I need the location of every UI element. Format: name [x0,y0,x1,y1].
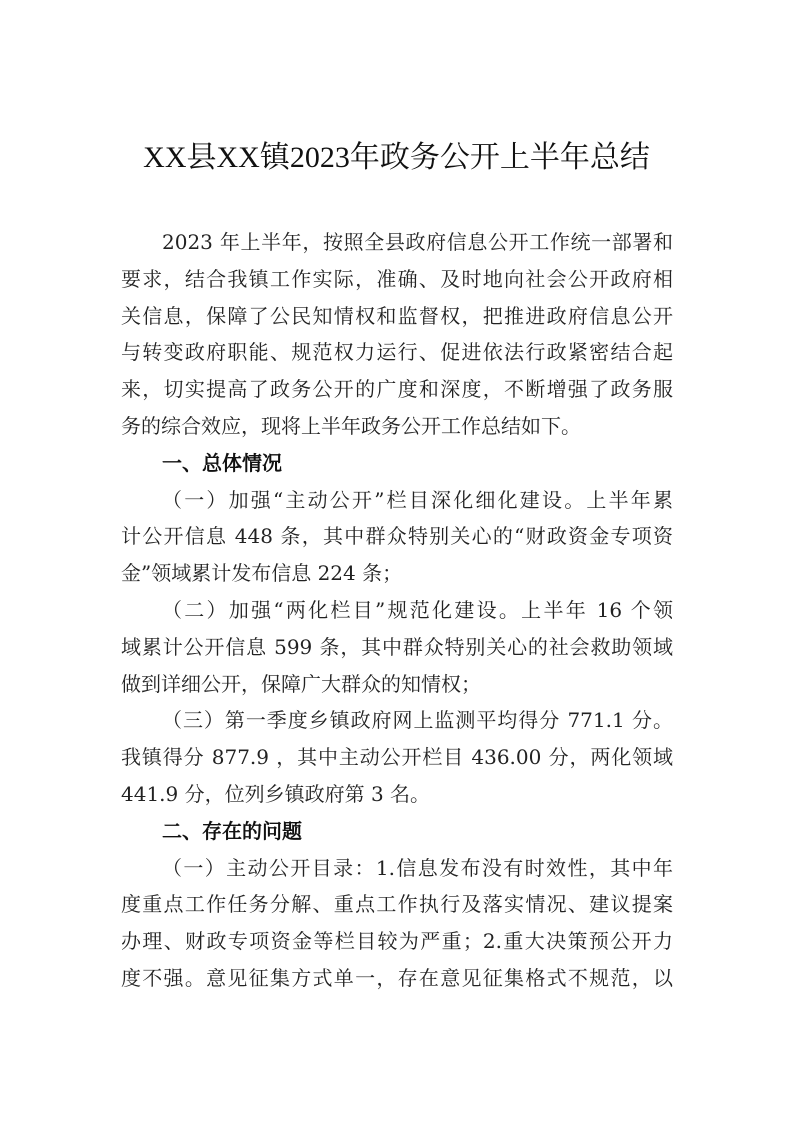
paragraph-line: 域累计公开信息 599 条，其中群众特别关心的社会救助领域 [121,634,673,659]
paragraph-line: 与转变政府职能、规范权力运行、促进依法行政紧密结合起 [121,340,673,365]
document-body [121,224,673,997]
section-heading: 二、存在的问题 [162,818,302,843]
paragraph-line: 度不强。意见征集方式单一，存在意见征集格式不规范，以 [121,965,673,990]
paragraph-line: （二）加强“两化栏目”规范化建设。上半年 16 个领 [162,597,673,622]
paragraph-line: 要求，结合我镇工作实际，准确、及时地向社会公开政府相 [121,266,673,291]
paragraph-line: 我镇得分 877.9 ，其中主动公开栏目 436.00 分，两化领域 [121,745,673,770]
paragraph-line: 计公开信息 448 条，其中群众特别关心的“财政资金专项资 [121,524,673,549]
document-title: XX县XX镇2023年政务公开上半年总结 [143,141,650,174]
paragraph-line: 441.9 分，位列乡镇政府第 3 名。 [121,781,431,806]
paragraph-line: 度重点工作任务分解、重点工作执行及落实情况、建议提案 [121,892,673,917]
paragraph-line: 做到详细公开，保障广大群众的知情权； [121,671,481,696]
paragraph-line: 2023 年上半年，按照全县政府信息公开工作统一部署和 [162,230,673,254]
paragraph-line: 来，切实提高了政务公开的广度和深度，不断增强了政务服 [121,377,673,402]
paragraph-line: 关信息，保障了公民知情权和监督权，把推进政府信息公开 [121,303,673,328]
paragraph-line: （一）加强“主动公开”栏目深化细化建设。上半年累 [162,487,673,512]
paragraph-line: 办理、财政专项资金等栏目较为严重；2.重大决策预公开力 [121,929,673,954]
paragraph-line: （三）第一季度乡镇政府网上监测平均得分 771.1 分。 [162,708,673,733]
paragraph-line: （一）主动公开目录：1.信息发布没有时效性，其中年 [162,855,673,880]
paragraph-line: 务的综合效应，现将上半年政务公开工作总结如下。 [121,413,581,438]
paragraph-line: 金”领域累计发布信息 224 条； [121,561,403,586]
section-heading: 一、总体情况 [162,450,282,475]
